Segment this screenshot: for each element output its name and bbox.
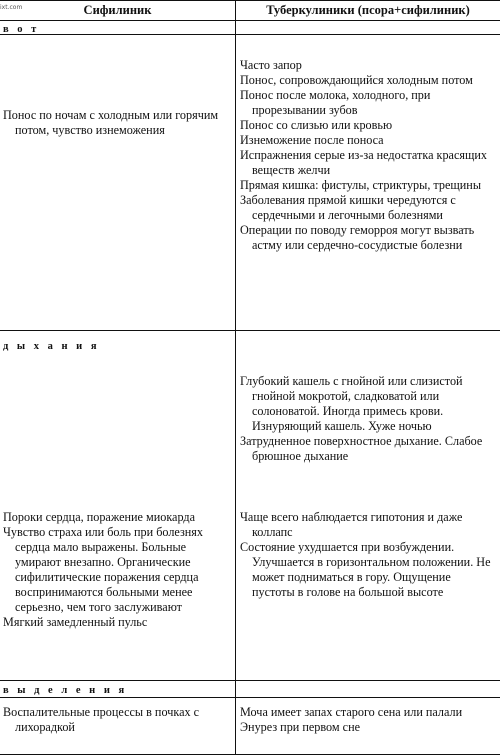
right-entry: Прямая кишка: фистулы, стриктуры, трещины [240,178,482,192]
section-right-column [240,374,496,464]
corner-mark: ixt.com [0,4,23,11]
left-entry: Мягкий замедленный пульс [3,615,148,629]
left-entry: Понос по ночам с холодным или горячим потом, чувство изнеможения [3,108,219,137]
right-entry: Энурез при первом сне [240,720,361,734]
header-left: Сифилиник [83,3,152,17]
right-entry: Часто запор [240,58,302,72]
column-divider [235,0,236,755]
row-divider [0,680,500,681]
header-right: Туберкулиники (псора+сифилиник) [266,3,470,17]
left-entry: Воспалительные процессы в почках с лихорадкой [3,705,200,734]
right-entry: Глубокий кашель с гнойной или слизистой гнойной мокротой, сладковатой или солоноватой. Иногда примесь крови. Изнуряющий кашель. Хуже ночью [240,374,463,433]
left-entry: Чувство страха или боль при болезнях сердца мало выражены. Больные умирают внезапно. Органические сифилитические поражения сердца воспринимаются больными менее серьезно, чем того заслуживают [3,525,204,614]
section-right-column [240,705,496,735]
right-entry: Понос после молока, холодного, при прорезывании зубов [240,88,431,117]
row-divider [0,34,500,35]
right-entry: Понос со слизью или кровью [240,118,393,132]
right-entry: Понос, сопровождающийся холодным потом [240,73,473,87]
row-divider [0,330,500,331]
right-entry: Затрудненное поверхностное дыхание. Слабое брюшное дыхание [240,434,483,463]
right-entry: Чаще всего наблюдается гипотония и даже коллапс [240,510,463,539]
right-entry: Испражнения серые из-за недостатка красящих веществ желчи [240,148,487,177]
left-entry: Пороки сердца, поражение миокарда [3,510,196,524]
right-entry: Заболевания прямой кишки чередуются с сердечными и легочными болезнями [240,193,456,222]
section-left-column [3,705,230,735]
right-entry: Состояние ухудшается при возбуждении. Улучшается в горизонтальном положении. Не может подниматься в гору. Ощущение пустоты в голове на большой высоте [240,540,491,599]
header-bottom-border [0,20,500,21]
section-right-column [240,58,496,253]
section-right-column [240,510,496,600]
section-title: в о т [3,24,40,35]
right-entry: Операции по поводу геморроя могут вызвать астму или сердечно-сосудистые болезни [240,223,475,252]
section-title: д ы х а н и я [3,341,100,352]
right-entry: Моча имеет запах старого сена или палали [240,705,463,719]
table-top-border [0,0,500,1]
section-left-column [3,108,230,138]
right-entry: Изнеможение после поноса [240,133,384,147]
section-left-column [3,510,230,630]
section-title: в ы д е л е н и я [3,685,128,696]
